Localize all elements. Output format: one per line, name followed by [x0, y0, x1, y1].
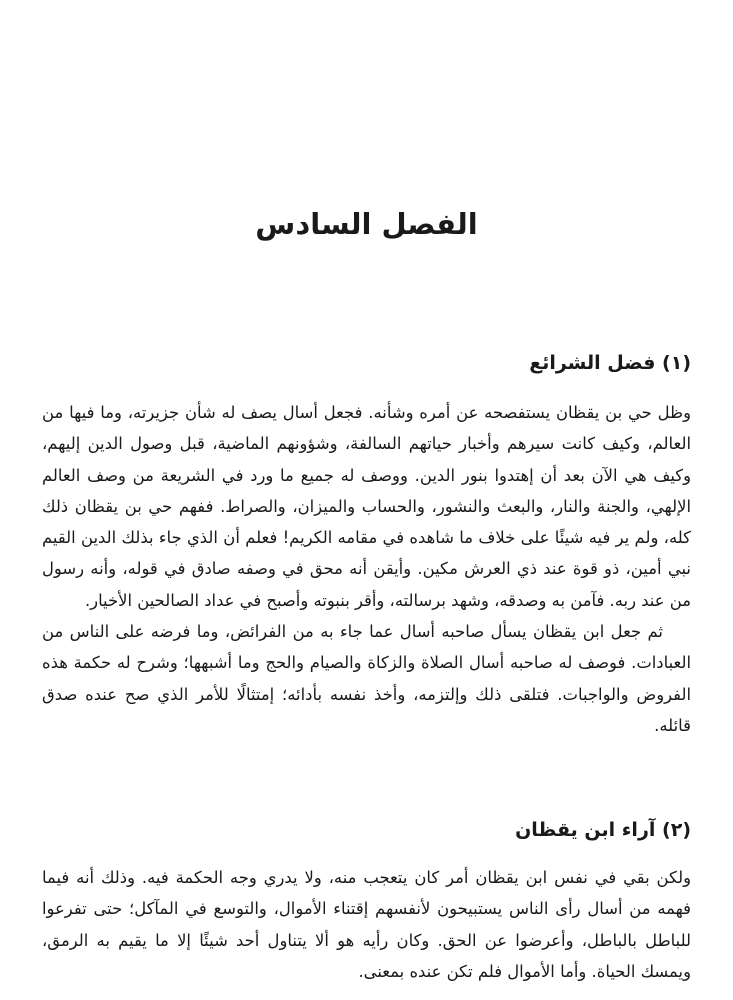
section-heading-2: (٢) آراء ابن يقظان	[515, 819, 691, 841]
paragraph: ولكن بقي في نفس ابن يقظان أمر كان يتعجب منه، ولا يدري وجه الحكمة فيه. وذلك أنه فيما فهمه من أسال رأى الناس يستبيحون لأنفسهم إقتناء الأموال، والتوسع في المآكل؛ حتى تفرعوا للباطل بالباطل، وأعرضوا عن الحق. وكان رأيه هو ألا يتناول أحد شيئًا إلا ما يقيم به الرمق، ويمسك الحياة. وأما الأموال فلم تكن عنده بمعنى.	[42, 868, 691, 981]
section-heading-1: (١) فضل الشرائع	[529, 352, 691, 374]
section-body-2	[42, 862, 691, 987]
paragraph: ثم جعل ابن يقظان يسأل صاحبه أسال عما جاء به من الفرائض، وما فرضه على الناس من العبادات. فوصف له صاحبه أسال الصلاة والزكاة والصيام والحج وما أشبهها؛ وشرح له حكمة هذه الفروض والواجبات. فتلقى ذلك وإلتزمه، وأخذ نفسه بأدائه؛ إمتثالًا للأمر الذي صح عنده صدق قائله.	[42, 622, 691, 735]
section-body-1	[42, 397, 691, 741]
paragraph: وظل حي بن يقظان يستفصحه عن أمره وشأنه. فجعل أسال يصف له شأن جزيرته، وما فيها من العالم، وكيف كانت سيرهم وأخبار حياتهم السالفة، وشؤونهم الماضية، قبل وصول الدين إليهم، وكيف هي الآن بعد أن إهتدوا بنور الدين. ووصف له جميع ما ورد في الشريعة من وصف العالم الإلهي، والجنة والنار، والبعث والنشور، والحساب والميزان، والصراط. ففهم حي بن يقظان ذلك كله، ولم ير فيه شيئًا على خلاف ما شاهده في مقامه الكريم! فعلم أن الذي جاء بذلك الدين القيم نبي أمين، ذو قوة عند ذي العرش مكين. وأيقن أنه محق في وصفه صادق في قوله، وأنه رسول من عند ربه. فآمن به وصدقه، وشهد برسالته، وأقر بنبوته وأصبح في عداد الصالحين الأخيار.	[42, 403, 691, 610]
chapter-title: الفصل السادس	[255, 207, 478, 241]
